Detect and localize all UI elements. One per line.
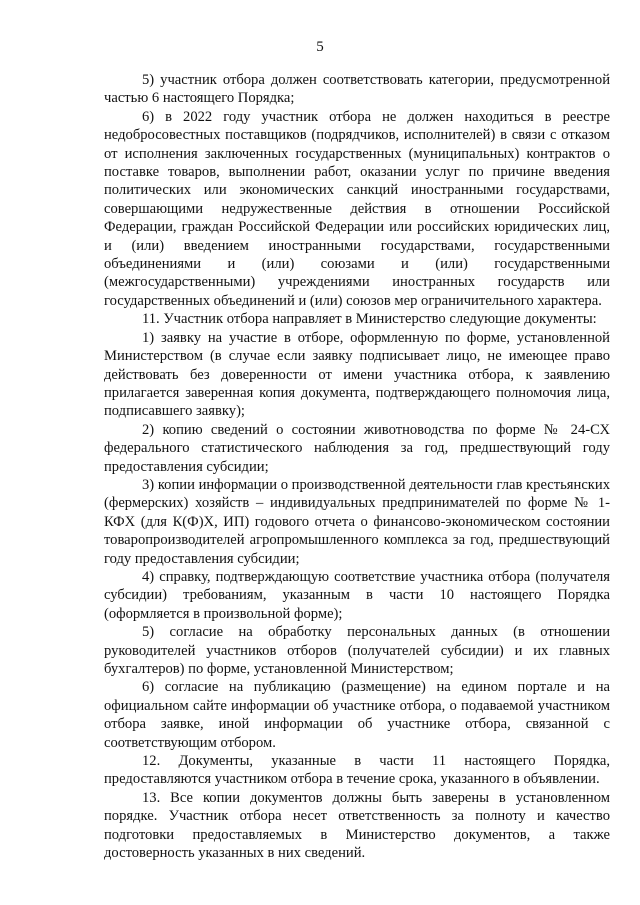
paragraph-11-3-farm-info: 3) копии информации о производственной деятельности глав крестьянских (фермерских) хозяйств – индивидуальных предпринимателей по форме № 1-КФХ (для К(Ф)Х, ИП) годового отчета о финансово-экономическом состоянии товаропроизводителей агропромышленного комплекса за год, предшествующий году предоставления субсидии; [104, 476, 610, 567]
paragraph-11-1-application: 1) заявку на участие в отборе, оформленную по форме, установленной Министерством (в случае если заявку подписывает лицо, не имеющее право действовать без доверенности от имени участника отбора, к заявлению прилагается заверенная копия документа, подтверждающего полномочия лица, подписавшего заявку); [104, 329, 610, 420]
paragraph-5-category: 5) участник отбора должен соответствовать категории, предусмотренной частью 6 настоящего Порядка; [104, 72, 610, 107]
paragraph-11-documents: 11. Участник отбора направляет в Министерство следующие документы: [142, 311, 597, 328]
paragraph-12-submission: 12. Документы, указанные в части 11 настоящего Порядка, предоставляются участником отбора в течение срока, указанного в объявлении. [104, 753, 610, 788]
page-number: 5 [316, 39, 324, 55]
paragraph-6-registry: 6) в 2022 году участник отбора не должен находиться в реестре недобросовестных поставщиков (подрядчиков, исполнителей) в связи с отказом от исполнения заключенных государственных (муниципальных) контрактов о поставке товаров, выполнении работ, оказании услуг по причине введения политических или экономических санкций иностранными государствами, совершающими недружественные действия в отношении Российской Федерации, граждан Российской Федерации или российских юридических лиц, и (или) введением иностранными государствами, государственными объединениями и (или) союзами и (или) государственными (межгосударственными) учреждениями иностранных государств или государственных объединений и (или) союзов мер ограничительного характера. [104, 108, 610, 309]
paragraph-11-6-consent-publication: 6) согласие на публикацию (размещение) на едином портале и на официальном сайте информации об участнике отбора, о подаваемой участником отбора заявке, иной информации об участнике отбора, связанной с соответствующим отбором. [104, 679, 610, 751]
paragraph-13-certification: 13. Все копии документов должны быть заверены в установленном порядке. Участник отбора несет ответственность за полноту и качество подготовки предоставляемых в Министерство документов, а также достоверность указанных в них сведений. [104, 789, 610, 862]
paragraph-11-2-livestock: 2) копию сведений о состоянии животноводства по форме № 24-СХ федерального статистического наблюдения за год, предшествующий году предоставления субсидии; [104, 421, 610, 475]
paragraph-11-4-certificate: 4) справку, подтверждающую соответствие участника отбора (получателя субсидии) требованиям, указанным в части 10 настоящего Порядка (оформляется в произвольной форме); [104, 568, 610, 622]
paragraph-11-5-consent-data: 5) согласие на обработку персональных данных (в отношении руководителей участников отборов (получателей субсидии) и их главных бухгалтеров) по форме, установленной Министерством; [104, 624, 610, 677]
document-body [104, 71, 610, 862]
